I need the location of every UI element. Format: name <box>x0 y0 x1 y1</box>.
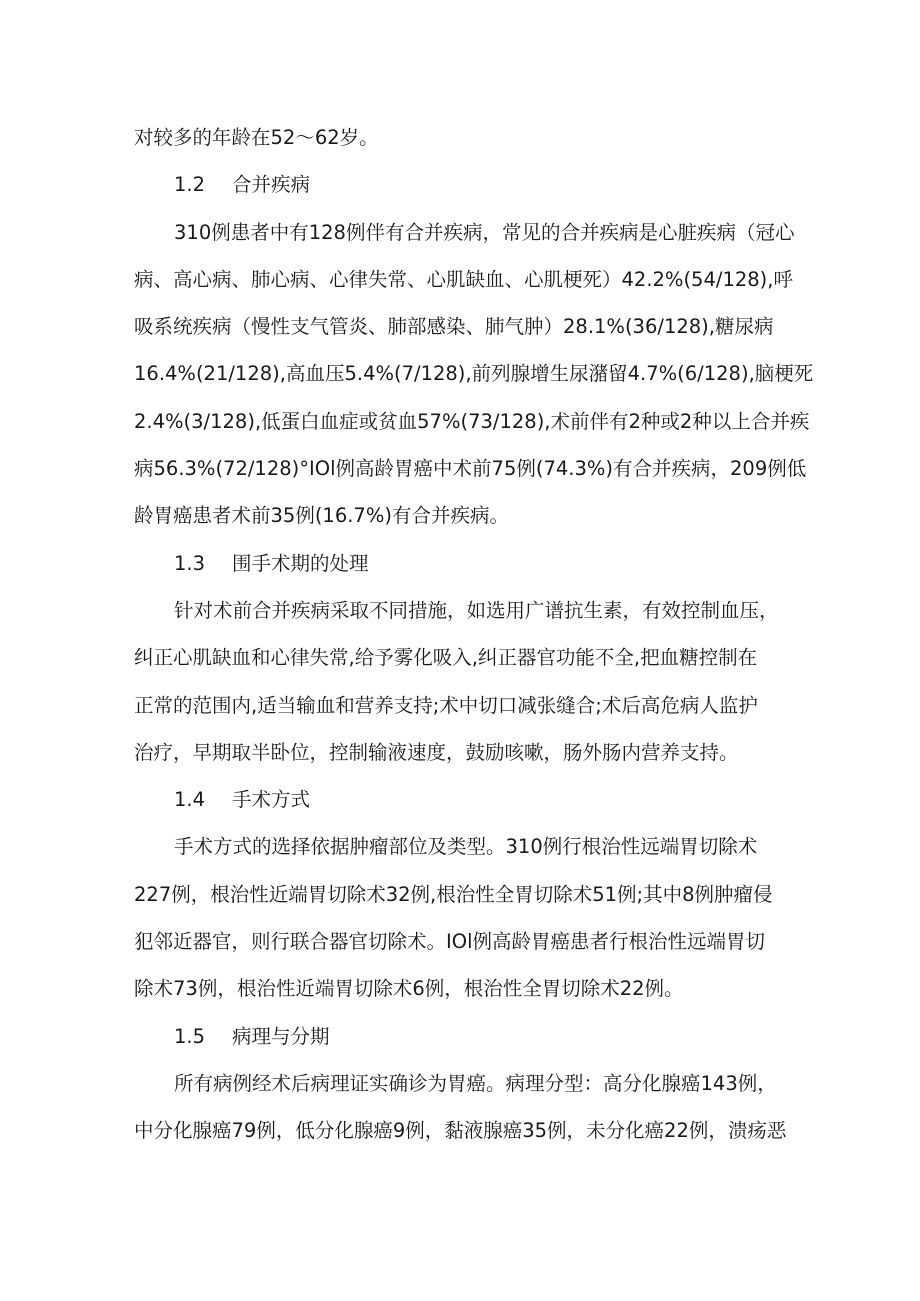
document-page <box>134 114 814 1155</box>
section-number: 1.2 <box>174 173 206 197</box>
body-text-line: 正常的范围内,适当输血和营养支持;术中切口减张缝合;术后高危病人监护 <box>134 693 758 717</box>
body-text-line: 16.4%(21/128),高血压5.4%(7/128),前列腺增生尿潴留4.7%(6/128),脑梗死 <box>134 362 814 386</box>
section-number: 1.3 <box>174 551 206 575</box>
section-heading <box>134 540 794 587</box>
section-title: 手术方式 <box>232 788 311 812</box>
section-title: 病理与分期 <box>232 1024 330 1048</box>
body-text-line: 中分化腺癌79例，低分化腺癌9例，黏液腺癌35例，未分化癌22例，溃疡恶 <box>134 1119 787 1143</box>
body-text-line: 病、高心病、肺心病、心律失常、心肌缺血、心肌梗死）42.2%(54/128),呼 <box>134 267 793 291</box>
body-text-line: 吸系统疾病（慢性支气管炎、肺部感染、肺气肿）28.1%(36/128),糖尿病 <box>134 315 774 339</box>
body-text-line: 病56.3%(72/128)°IOl例高龄胃癌中术前75例(74.3%)有合并疾病，209例低 <box>134 457 807 481</box>
body-text-line: 2.4%(3/128),低蛋白血症或贫血57%(73/128),术前伴有2种或2种以上合并疾 <box>134 409 810 433</box>
paragraph-first-line: 手术方式的选择依据肿瘤部位及类型。310例行根治性远端胃切除术 <box>174 835 758 859</box>
section-number: 1.5 <box>174 1024 206 1048</box>
body-text-line: 龄胃癌患者术前35例(16.7%)有合并疾病。 <box>134 504 509 528</box>
section-heading <box>134 161 794 208</box>
section-heading <box>134 776 794 823</box>
paragraph-first-line: 310例患者中有128例伴有合并疾病，常见的合并疾病是心脏疾病（冠心 <box>174 220 795 244</box>
paragraph-first-line: 针对术前合并疾病采取不同措施，如选用广谱抗生素，有效控制血压， <box>174 598 779 622</box>
section-heading <box>134 1013 794 1060</box>
body-text-line: 治疗，早期取半卧位，控制输液速度，鼓励咳嗽，肠外肠内营养支持。 <box>134 740 739 764</box>
body-text-line: 除术73例，根治性近端胃切除术6例，根治性全胃切除术22例。 <box>134 977 684 1001</box>
body-text-line: 犯邻近器官，则行联合器官切除术。IOl例高龄胃癌患者行根治性远端胃切 <box>134 930 766 954</box>
section-title: 围手术期的处理 <box>232 551 369 575</box>
body-text-line: 227例，根治性近端胃切除术32例,根治性全胃切除术51例;其中8例肿瘤侵 <box>134 882 773 906</box>
body-text-line: 纠正心肌缺血和心律失常,给予雾化吸入,纠正器官功能不全,把血糖控制在 <box>134 646 758 670</box>
body-text-line: 对较多的年龄在52～62岁。 <box>134 126 379 149</box>
paragraph-first-line: 所有病例经术后病理证实确诊为胃癌。病理分型：高分化腺癌143例， <box>174 1071 777 1095</box>
section-number: 1.4 <box>174 788 206 812</box>
section-title: 合并疾病 <box>232 173 311 197</box>
